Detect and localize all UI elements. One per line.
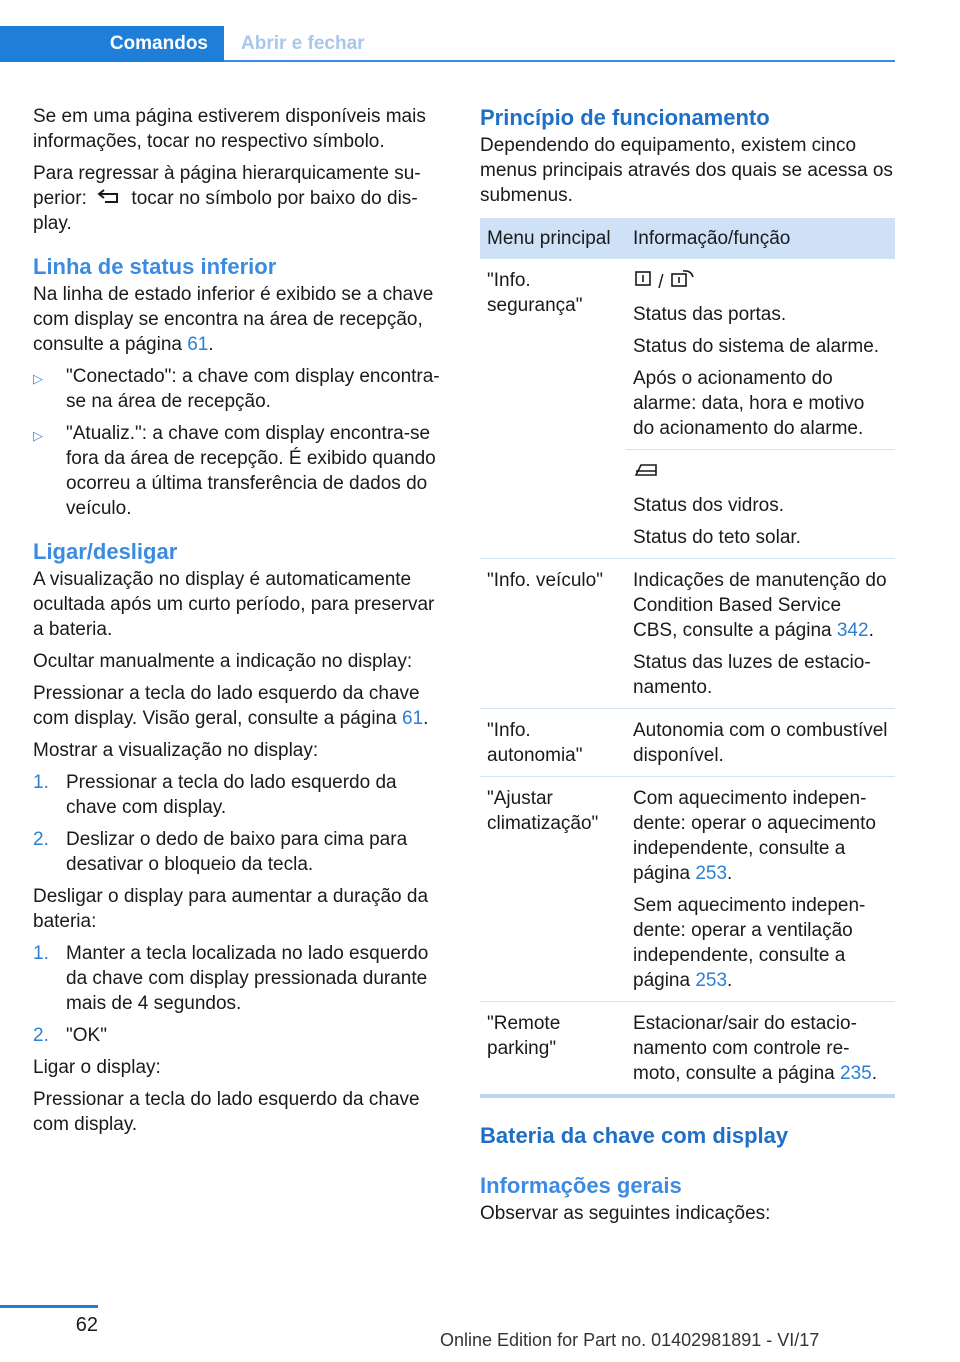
heading-principio: Princípio de funcionamento (480, 105, 770, 130)
text: . (871, 1063, 878, 1084)
table-cell (626, 450, 895, 559)
step-text: "OK" (66, 1025, 107, 1047)
text: . (868, 620, 874, 641)
heading-informacoes-gerais: Informações gerais (480, 1173, 682, 1198)
paragraph-back-instruction (33, 161, 445, 236)
table-cell (626, 259, 895, 450)
list-item (33, 364, 445, 414)
table-cell: "Ajustar climatização" (480, 777, 626, 1002)
cell-text: Autonomia com o combustível disponível. (633, 720, 888, 766)
right-column (480, 104, 895, 1233)
bullet-triangle-icon: ▷ (33, 371, 43, 387)
cell-text: Status do teto solar. (633, 527, 801, 548)
icon-line (633, 459, 888, 486)
step-number: 1. (33, 943, 49, 965)
cell-text: Após o acionamento do alarme: data, hora e motivo do acionamento do alarme. (633, 368, 865, 439)
list-item (33, 421, 445, 521)
table-row (480, 777, 895, 1002)
text: Indicações de manutenção do Condition Based Service CBS, consulte a página (633, 570, 887, 641)
page-link[interactable]: 235 (840, 1063, 872, 1084)
edition-footer: Online Edition for Part no. 01402981891 - VI/17 (440, 1330, 820, 1350)
table-cell: "Info. veículo" (480, 559, 626, 709)
table-cell (626, 1002, 895, 1095)
paragraph: A visualização no display é automaticamente ocultada após um curto período, para preservar a bateria. (33, 569, 435, 641)
text: Sem aquecimento independente: operar a ventilação independente, consulte a página (633, 895, 866, 991)
step-text: Deslizar o dedo de baixo para cima para desativar o bloqueio da tecla. (66, 829, 408, 876)
header-tabs (0, 26, 895, 62)
page-link[interactable]: 253 (695, 863, 728, 884)
paragraph: Ocultar manualmente a indicação no display: (33, 651, 413, 673)
back-arrow-icon (96, 186, 122, 211)
paragraph: Ligar o display: (33, 1057, 161, 1079)
text: Para regressar à página hierarquicamente superior: (33, 163, 421, 209)
tab-comandos[interactable]: Comandos (0, 26, 224, 62)
list-item (33, 827, 445, 877)
text: Com aquecimento independente: operar o aquecimento independente, consulte a página (633, 788, 876, 884)
cell-text: Status do sistema de alarme. (633, 336, 880, 357)
door-closed-icon (633, 272, 653, 293)
page-link[interactable]: 253 (695, 970, 728, 991)
step-number: 1. (33, 772, 49, 794)
table-bottom-rule (480, 1094, 895, 1098)
door-open-icon (669, 272, 695, 293)
tab-abrir-e-fechar[interactable]: Abrir e fechar (241, 33, 365, 54)
left-column (33, 104, 445, 1144)
list-item-text: "Conectado": a chave com display encontra-se na área de recepção. (66, 366, 440, 413)
cell-text (633, 786, 888, 886)
page-link[interactable]: 342 (836, 620, 869, 641)
cell-text (633, 1011, 888, 1086)
list-item (33, 941, 445, 1016)
cell-text (633, 893, 888, 993)
text: . (727, 863, 733, 884)
table-cell (626, 559, 895, 709)
table-cell: "Info. segurança" (480, 259, 626, 559)
table-cell: "Remote parking" (487, 1013, 561, 1059)
menu-table (480, 218, 895, 1094)
table-cell (626, 709, 895, 777)
page-link[interactable]: 61 (187, 334, 209, 356)
heading-bateria: Bateria da chave com display (480, 1123, 789, 1148)
paragraph: Pressionar a tecla do lado esquerdo da chave com display. (33, 1089, 420, 1136)
table-row (480, 559, 895, 709)
text: . (423, 708, 429, 730)
table-cell (626, 777, 895, 1002)
step-text: Manter a tecla localizada no lado esquerdo da chave com display pressionada durante mais de 4 segundos. (66, 943, 429, 1015)
list-item-text: "Atualiz.": a chave com display encontra-se fora da área de recepção. É exibido quando ocorreu a última transferência de dados do veículo. (66, 423, 436, 520)
paragraph (33, 681, 445, 731)
cell-text (633, 568, 888, 643)
list-item (33, 1023, 445, 1048)
cell-text: Status das portas. (633, 304, 787, 325)
list-item (33, 770, 445, 820)
text: tocar no símbolo por baixo do display. (33, 188, 418, 235)
table-header-row (480, 218, 895, 259)
paragraph: Dependendo do equipamento, existem cinco menus principais através dos quais se acessa os submenus. (480, 135, 893, 206)
page-link[interactable]: 61 (401, 708, 424, 730)
text: . (208, 334, 214, 356)
step-number: 2. (33, 1025, 49, 1047)
table-row (480, 709, 895, 777)
table-row (480, 259, 895, 450)
heading-linha-status: Linha de status inferior (33, 254, 277, 280)
step-text: Pressionar a tecla do lado esquerdo da chave com display. (66, 772, 397, 819)
paragraph: Mostrar a visualização no display: (33, 740, 319, 762)
text: Pressionar a tecla do lado esquerdo da chave com display. Visão geral, consulte a página (33, 683, 420, 730)
icon-line (633, 268, 888, 295)
window-icon (633, 463, 659, 484)
cell-text: Status das luzes de estacionamento. (633, 652, 871, 698)
table-row (480, 1002, 895, 1095)
table-cell: "Info. autonomia" (480, 709, 626, 777)
text: . (727, 970, 733, 991)
step-number: 2. (33, 829, 49, 851)
page-number: 62 (75, 1314, 98, 1336)
text: Na linha de estado inferior é exibido se a chave com display se encontra na área de recepção, consulte a página (33, 284, 434, 356)
column-header: Menu principal (480, 218, 626, 259)
bullet-triangle-icon: ▷ (33, 428, 43, 444)
text: Estacionar/sair do estacionamento com controle remoto, consulte a página (633, 1013, 857, 1084)
paragraph: Se em uma página estiverem disponíveis mais informações, tocar no respectivo símbolo. (33, 106, 426, 152)
paragraph (33, 282, 445, 357)
heading-ligar-desligar: Ligar/desligar (33, 539, 178, 565)
paragraph: Observar as seguintes indicações: (480, 1203, 771, 1224)
paragraph: Desligar o display para aumentar a duração da bateria: (33, 886, 429, 933)
column-header: Informação/função (626, 218, 895, 259)
separator: / (658, 272, 664, 293)
cell-text: Status dos vidros. (633, 495, 785, 516)
footer-rule (0, 1305, 98, 1308)
